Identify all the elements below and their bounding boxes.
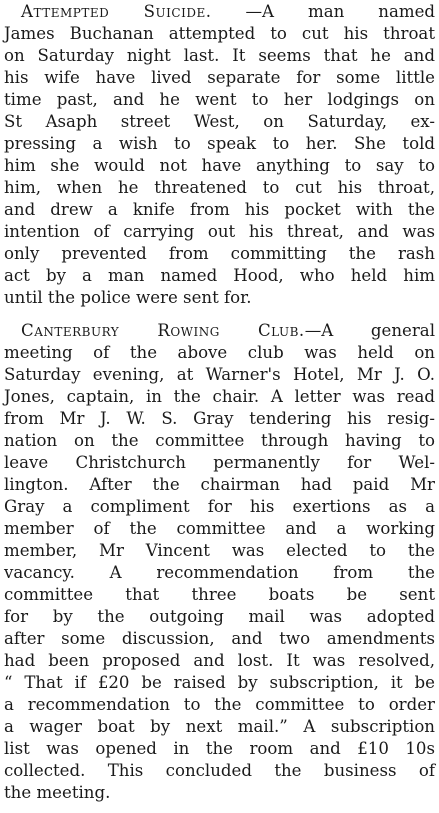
article-text-line: a wager boat by next mail.” A subscription [4,717,435,736]
article-heading: Canterbury Rowing Club. [21,321,305,340]
article-text-line: nation on the committee through having to [4,431,435,450]
article-text-line: the meeting. [4,783,111,802]
article-first-line [4,1,435,23]
article-text-line: —A general [304,321,435,340]
article-text-line: from Mr J. W. S. Gray tendering his resig- [4,409,435,428]
article-text-line: committee that three boats be sent [4,585,435,604]
article-canterbury-rowing-club [4,320,435,804]
article-text-line: James Buchanan attempted to cut his throat [4,24,435,43]
article-text-line: intention of carrying out his threat, and was [4,222,435,241]
article-text-line: act by a man named Hood, who held him [4,266,435,285]
article-text-line: a recommendation to the committee to order [4,695,435,714]
article-text-line: member, Mr Vincent was elected to the [4,541,435,560]
article-text-line: him she would not have anything to say to [4,156,435,175]
article-text-line: his wife have lived separate for some little [4,68,435,87]
article-text-line: leave Christchurch permanently for Wel- [4,453,435,472]
article-text-line: vacancy. A recommendation from the [4,563,435,582]
article-text-line: on Saturday night last. It seems that he and [4,46,435,65]
article-text-line: lington. After the chairman had paid Mr [4,475,435,494]
article-text-line: collected. This concluded the business of [4,761,435,780]
article-text-line: time past, and he went to her lodgings on [4,90,435,109]
article-text-line: Saturday evening, at Warner's Hotel, Mr J. O. [4,365,435,384]
article-text-line: until the police were sent for. [4,288,252,307]
article-text-line: pressing a wish to speak to her. She told [4,134,435,153]
article-text-line: Gray a compliment for his exertions as a [4,497,435,516]
article-text-line: and drew a knife from his pocket with the [4,200,435,219]
article-text-line: after some discussion, and two amendments [4,629,435,648]
article-text-line: meeting of the above club was held on [4,343,435,362]
article-heading: Attempted Suicide. [21,2,212,21]
article-attempted-suicide [4,1,435,309]
article-text-line: only prevented from committing the rash [4,244,435,263]
article-text-line: for by the outgoing mail was adopted [4,607,435,626]
article-first-line [4,320,435,342]
article-text-line: him, when he threatened to cut his throat, [4,178,435,197]
article-text-line: “ That if £20 be raised by subscription, it be [4,673,435,692]
article-text-line: Jones, captain, in the chair. A letter was read [4,387,435,406]
article-text-line: list was opened in the room and £10 10s [4,739,435,758]
article-text-line: —A man named [245,2,436,21]
article-text-line: had been proposed and lost. It was resolved, [4,651,435,670]
article-text-line: St Asaph street West, on Saturday, ex- [4,112,435,131]
article-text-line: member of the committee and a working [4,519,435,538]
